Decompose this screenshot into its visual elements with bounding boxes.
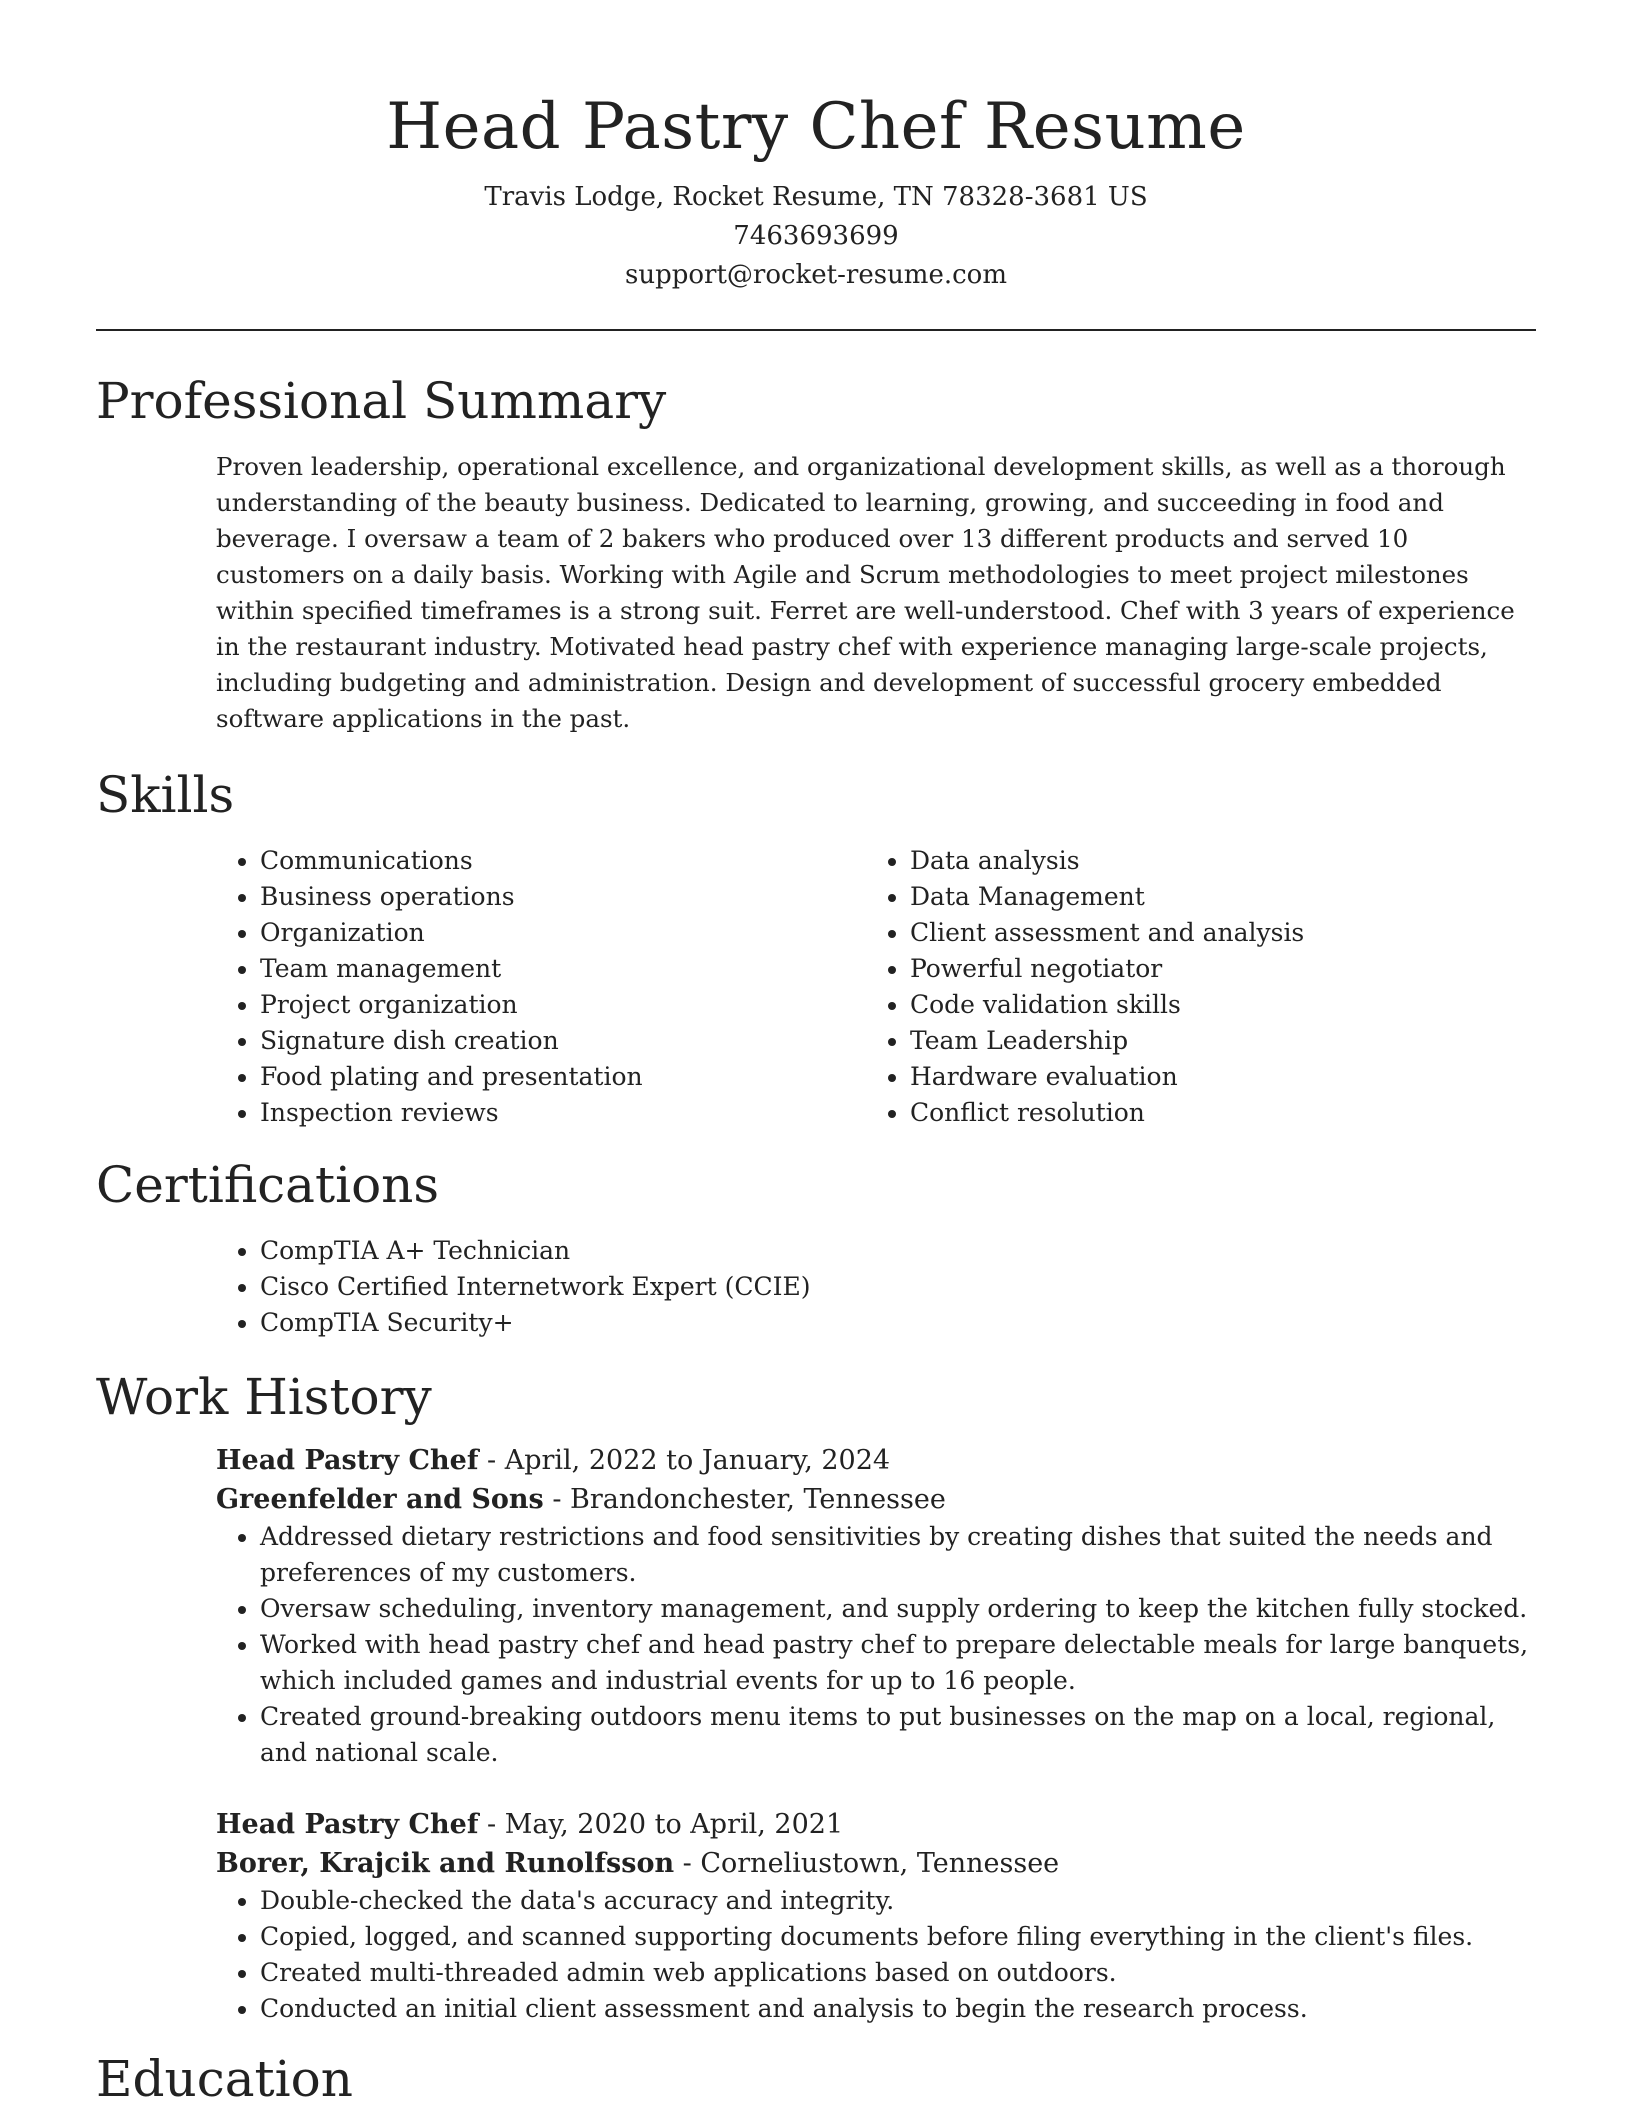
skill-item: • Client assessment and analysis <box>910 915 1516 951</box>
skill-item: • Inspection reviews <box>260 1095 866 1131</box>
job-dates: - April, 2022 to January, 2024 <box>478 1445 891 1476</box>
skill-item: • Communications <box>260 843 866 879</box>
skill-item: • Team management <box>260 951 866 987</box>
skill-item: • Signature dish creation <box>260 1023 866 1059</box>
certifications-block <box>216 1233 1536 1341</box>
contact-address: Travis Lodge, Rocket Resume, TN 78328-3681 US <box>484 182 1148 212</box>
job-bullet: • Conducted an initial client assessment and analysis to begin the research process. <box>260 1991 1536 2027</box>
skill-item: • Data analysis <box>910 843 1516 879</box>
skill-item: • Data Management <box>910 879 1516 915</box>
job-title-line <box>216 1805 1536 1844</box>
skill-item: • Food plating and presentation <box>260 1059 866 1095</box>
skill-item: • Code validation skills <box>910 987 1516 1023</box>
contact-email: support@rocket-resume.com <box>624 260 1007 290</box>
job-entry <box>216 1441 1536 1771</box>
summary-heading: Professional Summary <box>96 372 667 430</box>
summary-text: Proven leadership, operational excellence, and organizational development skills, as well as a thorough understanding of the beauty business. Dedicated to learning, growing, and succeeding in food and beverage. I oversaw a team of 2 bakers who produced over 13 different products and served 10 customers on a daily basis. Working with Agile and Scrum methodologies to meet project milestones within specified timeframes is a strong suit. Ferret are well-understood. Chef with 3 years of experience in the restaurant industry. Motivated head pastry chef with experience managing large-scale projects, including budgeting and administration. Design and development of successful grocery embedded software applications in the past. <box>216 452 1515 733</box>
job-company: Borer, Krajcik and Runolfsson <box>216 1848 675 1879</box>
work-history-heading: Work History <box>96 1368 432 1426</box>
job-bullet: • Created multi-threaded admin web applications based on outdoors. <box>260 1955 1536 1991</box>
job-bullet: • Created ground-breaking outdoors menu items to put businesses on the map on a local, regional, and national scale. <box>260 1699 1536 1771</box>
job-company-line <box>216 1844 1536 1883</box>
resume-title: Head Pastry Chef Resume <box>386 90 1246 164</box>
skills-list-right <box>866 843 1516 1131</box>
job-bullet: • Oversaw scheduling, inventory management, and supply ordering to keep the kitchen fully stocked. <box>260 1591 1536 1627</box>
skill-item: • Organization <box>260 915 866 951</box>
skill-item: • Conflict resolution <box>910 1095 1516 1131</box>
skill-item: • Project organization <box>260 987 866 1023</box>
contact-phone: 7463693699 <box>733 221 899 251</box>
contact-block <box>96 178 1536 295</box>
skills-list-left <box>216 843 866 1131</box>
skill-item: • Team Leadership <box>910 1023 1516 1059</box>
header-divider <box>96 329 1536 331</box>
job-bullet: • Worked with head pastry chef and head pastry chef to prepare delectable meals for large banquets, which included games and industrial events for up to 16 people. <box>260 1627 1536 1699</box>
job-company: Greenfelder and Sons <box>216 1484 544 1515</box>
job-location: - Corneliustown, Tennessee <box>674 1848 1060 1879</box>
certification-item: • Cisco Certified Internetwork Expert (CCIE) <box>260 1269 1536 1305</box>
certification-item: • CompTIA Security+ <box>260 1305 1536 1341</box>
resume-page <box>96 0 1536 2111</box>
certification-item: • CompTIA A+ Technician <box>260 1233 1536 1269</box>
skill-item: • Powerful negotiator <box>910 951 1516 987</box>
job-bullet: • Double-checked the data's accuracy and integrity. <box>260 1883 1536 1919</box>
skill-item: • Business operations <box>260 879 866 915</box>
job-location: - Brandonchester, Tennessee <box>543 1484 946 1515</box>
education-heading: Education <box>96 2050 353 2108</box>
job-title-line <box>216 1441 1536 1480</box>
skill-item: • Hardware evaluation <box>910 1059 1516 1095</box>
job-company-line <box>216 1480 1536 1519</box>
job-title: Head Pastry Chef <box>216 1809 479 1840</box>
job-bullet: • Copied, logged, and scanned supporting documents before filing everything in the client's files. <box>260 1919 1536 1955</box>
certifications-list <box>216 1233 1536 1341</box>
job-bullet: • Addressed dietary restrictions and food sensitivities by creating dishes that suited the needs and preferences of my customers. <box>260 1519 1536 1591</box>
skills-grid <box>216 843 1536 1131</box>
skills-heading: Skills <box>96 766 235 824</box>
job-entry <box>216 1805 1536 2027</box>
job-dates: - May, 2020 to April, 2021 <box>478 1809 844 1840</box>
job-bullets <box>216 1883 1536 2027</box>
job-title: Head Pastry Chef <box>216 1445 479 1476</box>
certifications-heading: Certifications <box>96 1156 440 1214</box>
job-bullets <box>216 1519 1536 1771</box>
